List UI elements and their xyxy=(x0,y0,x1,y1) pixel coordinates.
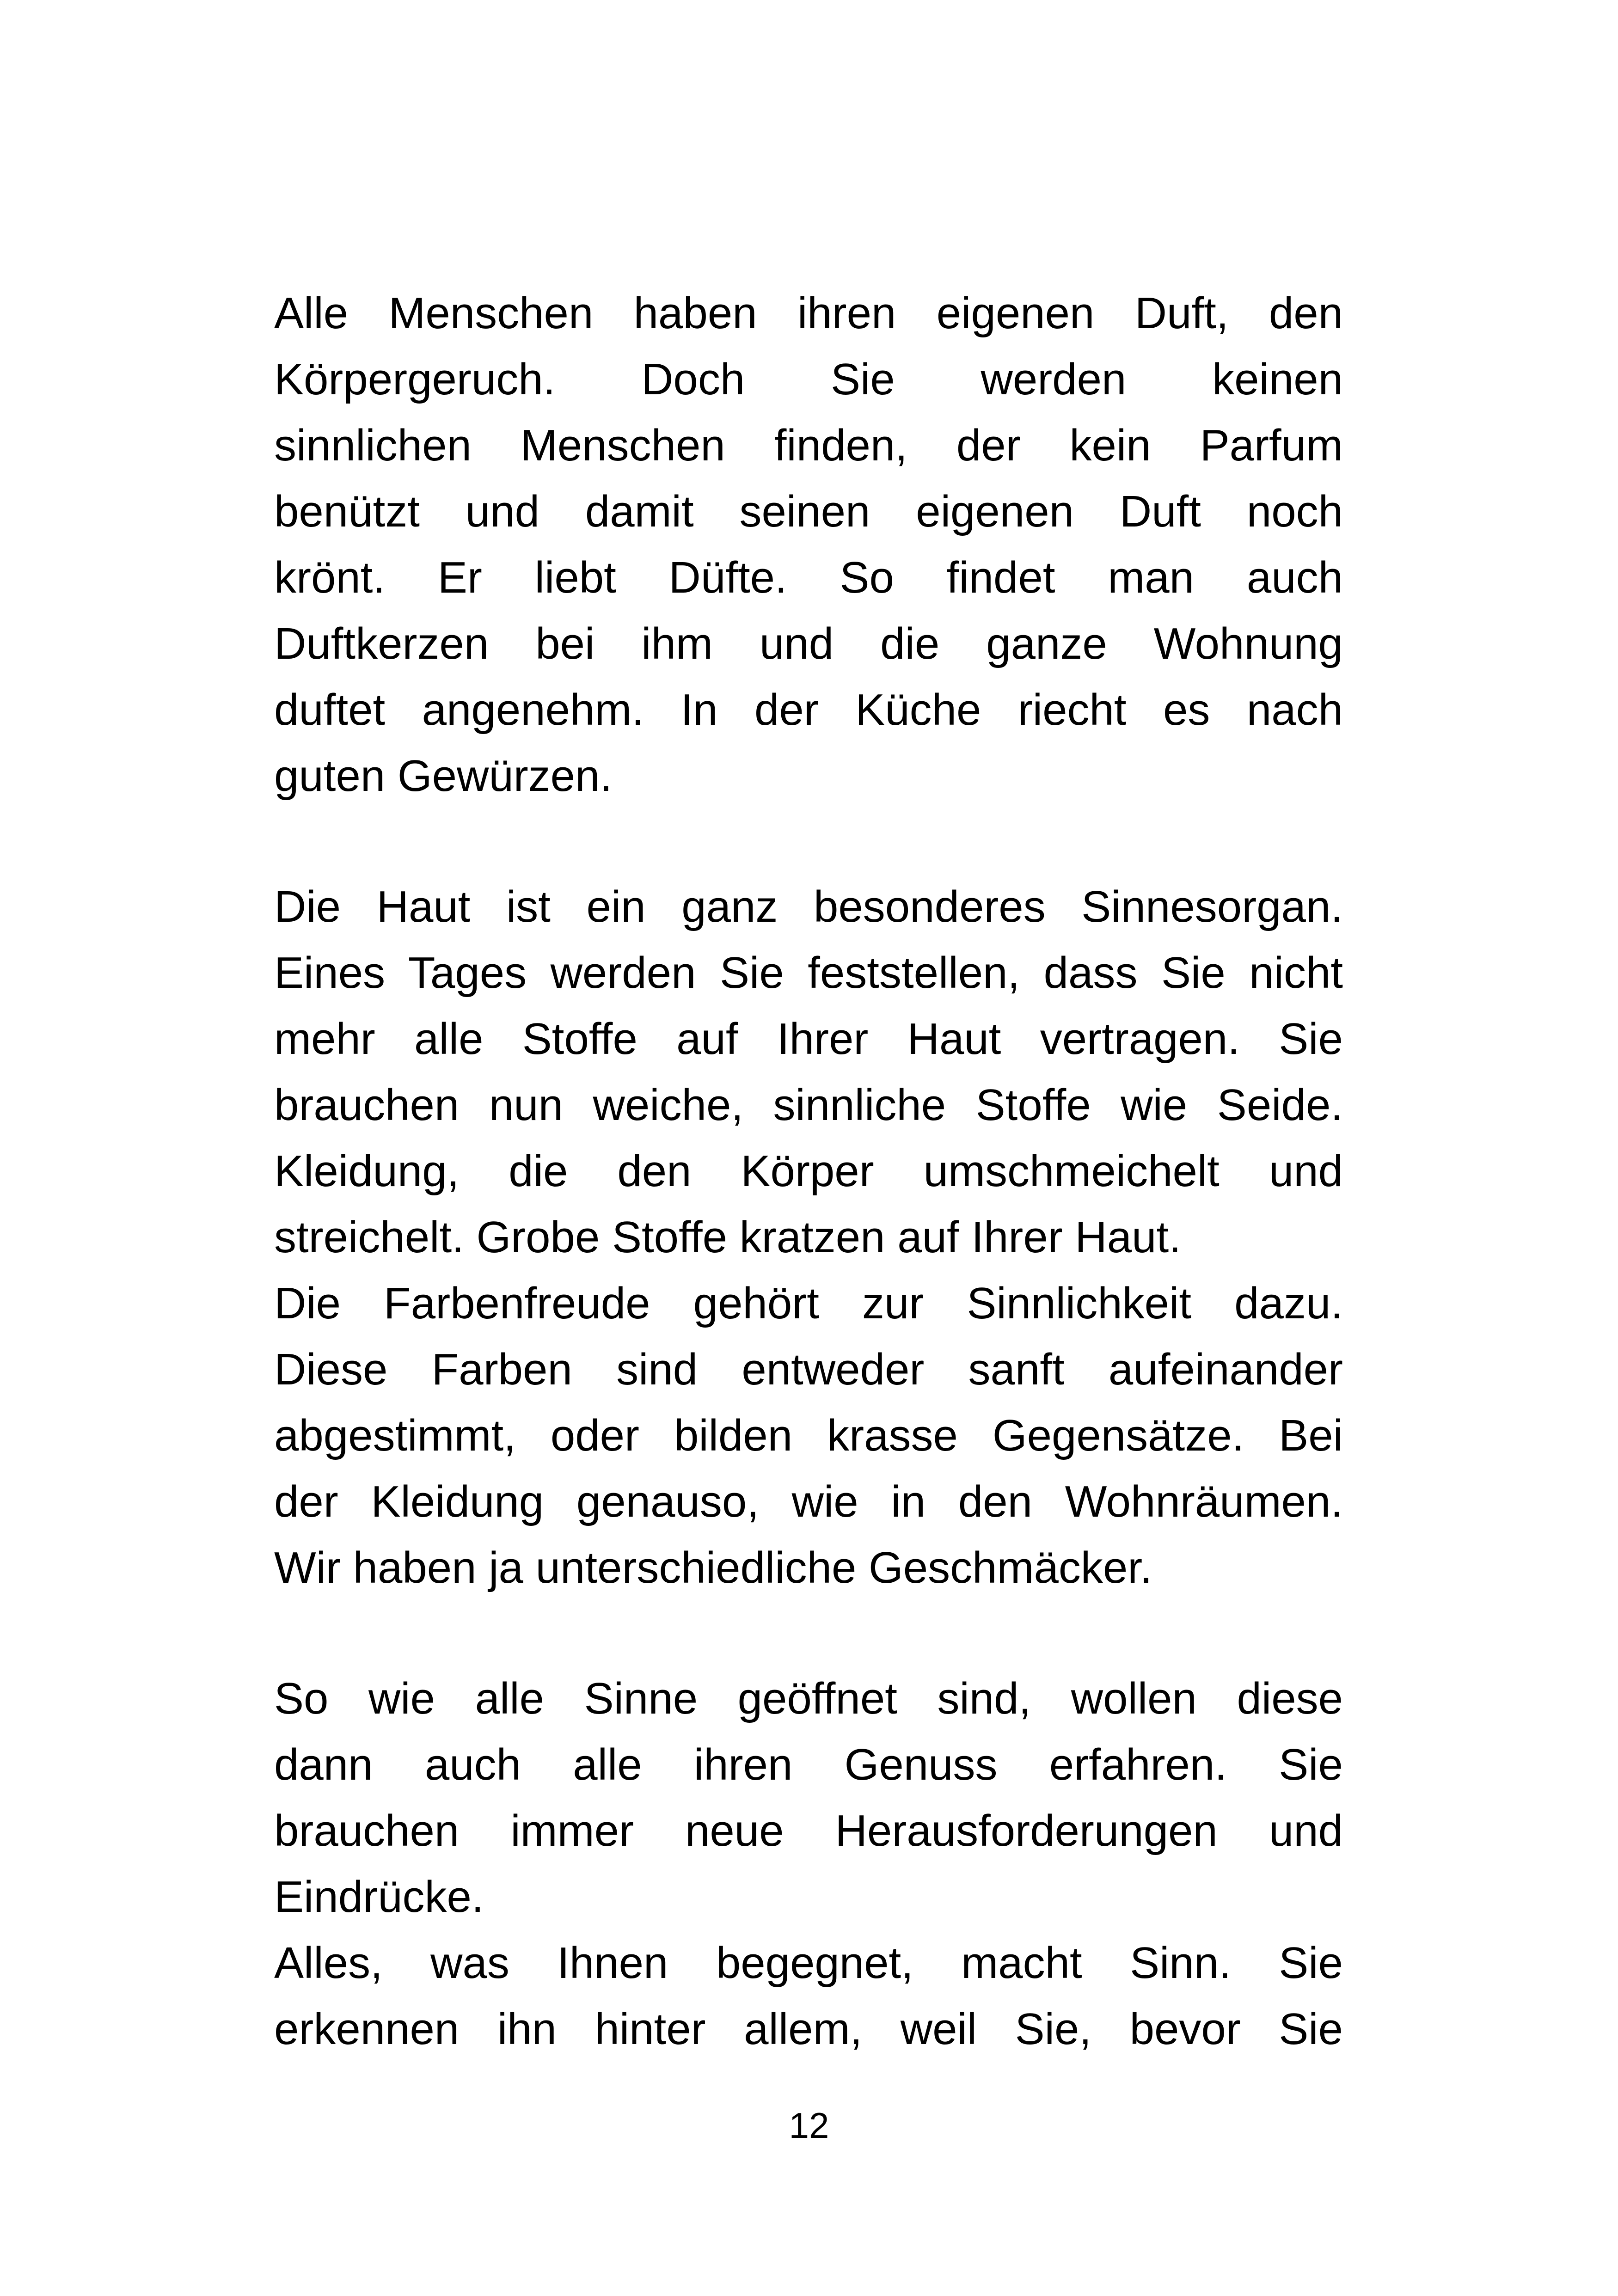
paragraph-scent xyxy=(274,280,1343,809)
paragraph-spacer xyxy=(274,809,1343,874)
text-line: dann auch alle ihren Genuss erfahren. Sie xyxy=(274,1740,1343,1789)
text-line: sinnlichen Menschen finden, der kein Parfum xyxy=(274,421,1343,470)
text-line: streichelt. Grobe Stoffe kratzen auf Ihrer Haut. xyxy=(274,1212,1181,1262)
paragraph-colors xyxy=(274,1270,1343,1601)
text-line: benützt und damit seinen eigenen Duft noch xyxy=(274,487,1343,536)
text-line: abgestimmt, oder bilden krasse Gegensätze. Bei xyxy=(274,1411,1343,1460)
paragraph-meaning xyxy=(274,1930,1343,2062)
text-line: krönt. Er liebt Düfte. So findet man auch xyxy=(274,553,1343,602)
text-line: Eines Tages werden Sie feststellen, dass Sie nicht xyxy=(274,948,1343,998)
text-line: Diese Farben sind entweder sanft aufeinander xyxy=(274,1345,1343,1394)
text-line: brauchen nun weiche, sinnliche Stoffe wie Seide. xyxy=(274,1080,1343,1130)
text-line: erkennen ihn hinter allem, weil Sie, bevor Sie xyxy=(274,2004,1343,2054)
text-line: brauchen immer neue Herausforderungen und xyxy=(274,1806,1343,1855)
text-line: Die Farbenfreude gehört zur Sinnlichkeit dazu. xyxy=(274,1279,1343,1328)
text-line: Eindrücke. xyxy=(274,1872,484,1922)
text-line: Körpergeruch. Doch Sie werden keinen xyxy=(274,355,1343,404)
text-line: Die Haut ist ein ganz besonderes Sinnesorgan. xyxy=(274,882,1343,931)
text-line: guten Gewürzen. xyxy=(274,751,613,801)
page-number: 12 xyxy=(789,2105,829,2146)
text-line: duftet angenehm. In der Küche riecht es nach xyxy=(274,685,1343,735)
body-text xyxy=(274,280,1343,2062)
text-line: mehr alle Stoffe auf Ihrer Haut vertragen. Sie xyxy=(274,1014,1343,1064)
paragraph-skin xyxy=(274,874,1343,1270)
paragraph-spacer xyxy=(274,1601,1343,1665)
text-line: So wie alle Sinne geöffnet sind, wollen diese xyxy=(274,1674,1343,1723)
text-line: Kleidung, die den Körper umschmeichelt und xyxy=(274,1146,1343,1196)
text-line: Alle Menschen haben ihren eigenen Duft, den xyxy=(274,288,1343,338)
text-line: Duftkerzen bei ihm und die ganze Wohnung xyxy=(274,619,1343,668)
text-line: Alles, was Ihnen begegnet, macht Sinn. Sie xyxy=(274,1938,1343,1988)
paragraph-senses xyxy=(274,1665,1343,1930)
text-line: der Kleidung genauso, wie in den Wohnräumen. xyxy=(274,1477,1343,1526)
text-line: Wir haben ja unterschiedliche Geschmäcker. xyxy=(274,1543,1152,1592)
